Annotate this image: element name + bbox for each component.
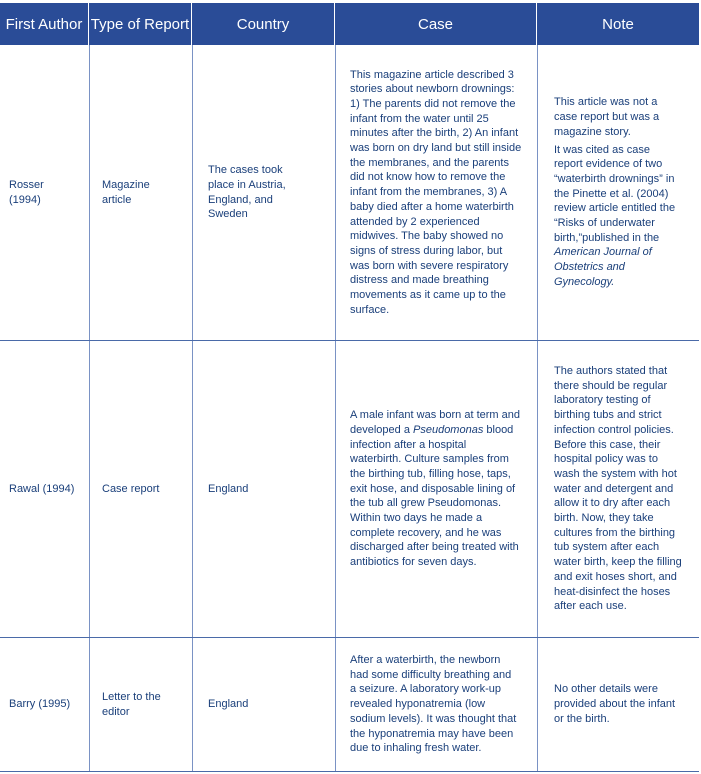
author-text: Rosser (1994) xyxy=(9,178,44,206)
header-type-of-report: Type of Report xyxy=(89,3,192,45)
table-row xyxy=(0,45,699,341)
header-first-author: First Author xyxy=(0,3,89,45)
note-paragraph xyxy=(554,143,679,290)
header-note: Note xyxy=(602,15,634,33)
cell-case xyxy=(335,45,537,340)
author-text: Barry (1995) xyxy=(9,698,71,711)
note-text xyxy=(554,95,679,289)
cell-type xyxy=(89,638,192,771)
note-text: No other details were provided about the infant or the birth. xyxy=(554,683,676,725)
cell-author xyxy=(0,638,89,771)
cell-note xyxy=(537,45,699,340)
cell-case xyxy=(335,341,537,637)
case-text xyxy=(350,408,520,570)
country-text: England xyxy=(208,698,249,711)
cell-note xyxy=(537,341,699,637)
country-text: England xyxy=(208,482,249,495)
cell-type xyxy=(89,341,192,637)
case-text: This magazine article described 3 stories about newborn drownings: 1) The parents did not remove the infant from the water until 25 minutes after the birth, 2) An infant was born on dry land but still inside the membranes, and the parents did not know how to remove the infant from the membranes, 3) A baby died after a home waterbirth attended by 2 experienced midwives. The baby showed no signs of stress during labor, but was born with severe respiratory distress and made breathing movements as it came up to the surface. xyxy=(350,68,522,316)
cell-author xyxy=(0,45,89,340)
type-text: Letter to the editor xyxy=(102,690,161,718)
country-text: The cases took place in Austria, England, and Sweden xyxy=(208,164,286,221)
note-paragraph: This article was not a case report but was a magazine story. xyxy=(554,96,660,138)
table-header xyxy=(0,3,699,45)
note-text-part: It was cited as case report evidence of two “waterbirth drownings” in the Pinette et al. (2004) review article entitled the “Risks of underwater birth,”published in the xyxy=(554,143,676,244)
table-row xyxy=(0,341,699,638)
cell-country xyxy=(192,638,335,771)
cell-country xyxy=(192,341,335,637)
case-text-part: A male infant was born at term and developed a xyxy=(350,409,520,436)
cell-type xyxy=(89,45,192,340)
header-case: Case xyxy=(335,3,537,45)
type-text: Magazine article xyxy=(102,178,150,206)
header-country: Country xyxy=(192,3,335,45)
cell-note xyxy=(537,638,699,771)
cell-case xyxy=(335,638,537,771)
cell-author xyxy=(0,341,89,637)
note-text: The authors stated that there should be regular laboratory testing of birthing tubs and strict infection control policies. Before this case, their hospital policy was to wash the system with hot water and detergent and allow it to dry after each birth. Now, they take cultures from the birthing tub system after each water birth, keep the filling and exit hoses short, and heat-disinfect the hoses after each use. xyxy=(554,365,682,613)
organism-name: Pseudomonas xyxy=(413,423,484,436)
case-text: After a waterbirth, the newborn had some difficulty breathing and a seizure. A laboratory work-up revealed hyponatremia (low sodium levels). It was thought that the hyponatremia may have been due to inhaling fresh water. xyxy=(350,654,517,755)
table-row xyxy=(0,638,699,772)
type-text: Case report xyxy=(102,482,160,495)
journal-title: American Journal of Obstetrics and Gynecology. xyxy=(554,246,652,288)
cell-country xyxy=(192,45,335,340)
case-text-part: blood infection after a hospital waterbirth. Culture samples from the birthing tub, filling hose, taps, exit hose, and disposable lining of the tub all grew Pseudomonas. Within two days he made a complete recovery, and he was discharged after being treated with antibiotics for seven days. xyxy=(350,423,519,569)
author-text: Rawal (1994) xyxy=(9,482,75,495)
